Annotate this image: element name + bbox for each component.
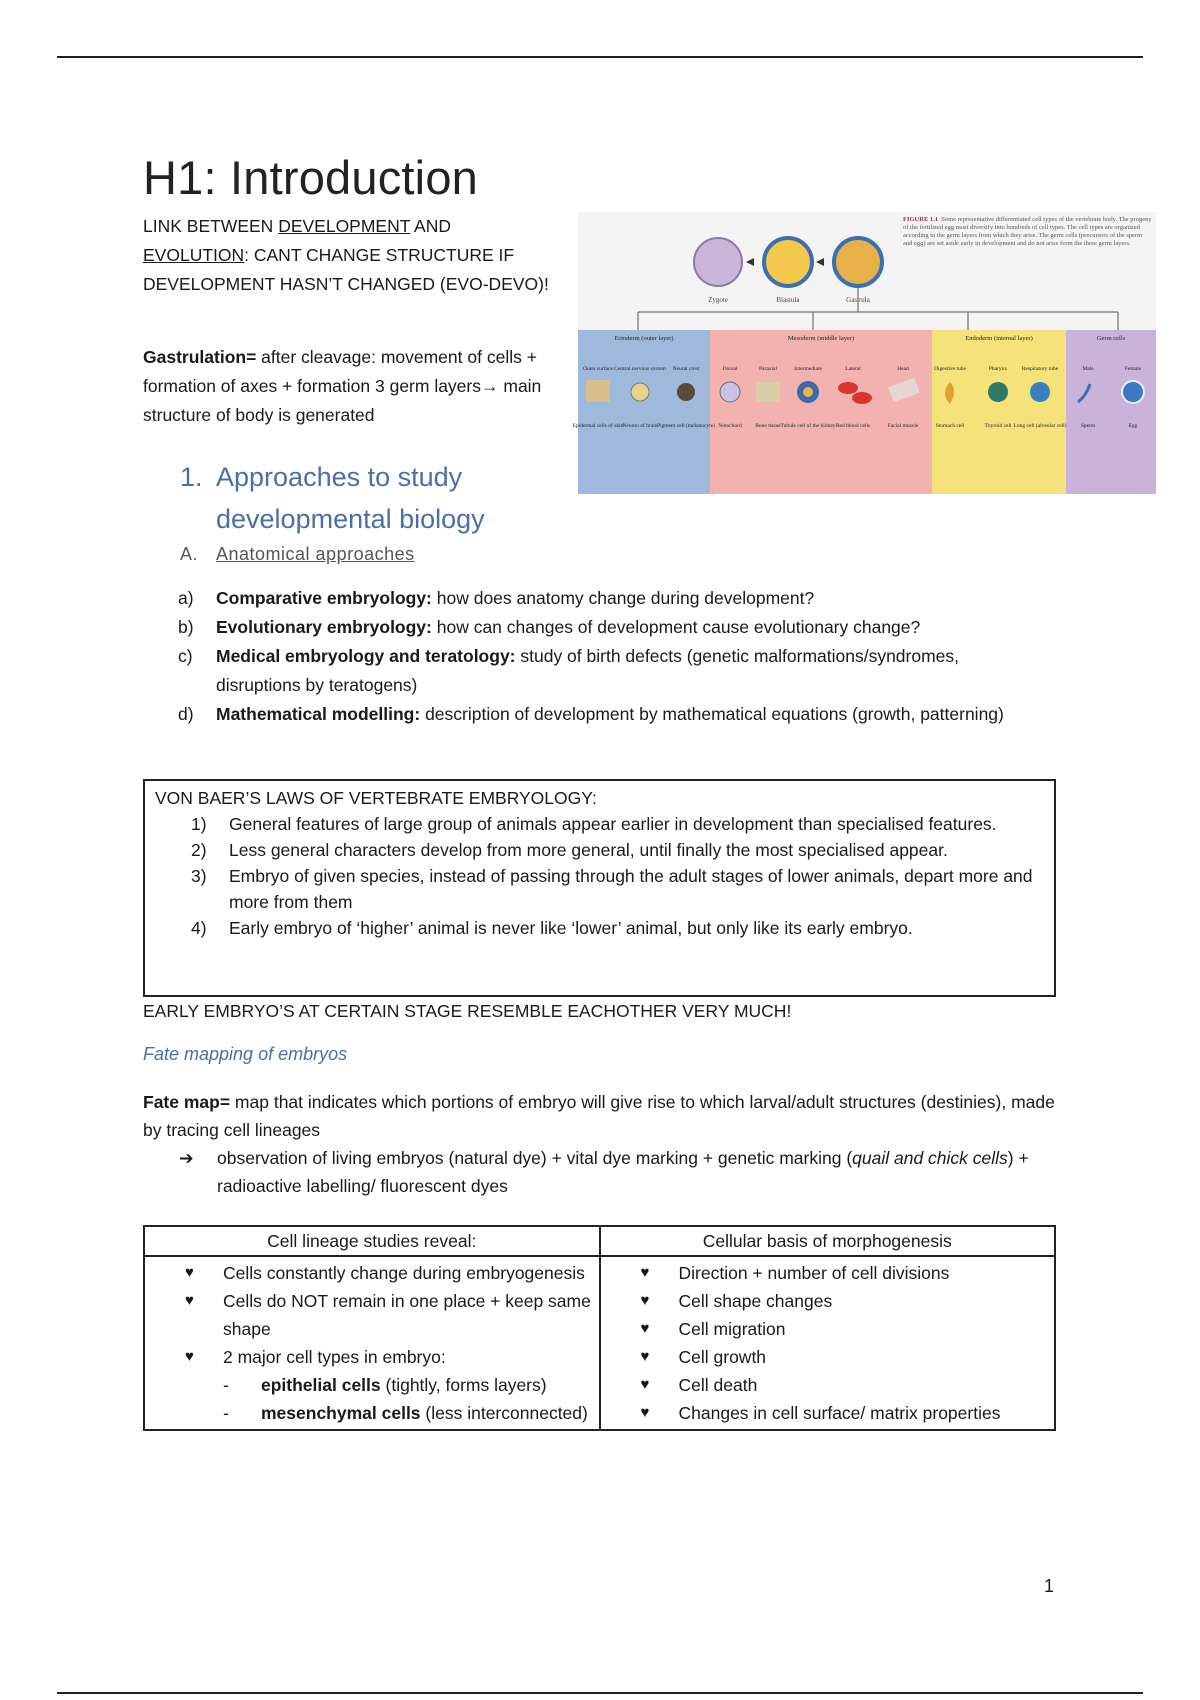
list-item: c) Medical embryology and teratology: study of birth defects (genetic malformations/syndromes, disruptions by teratogens) <box>178 646 960 695</box>
approaches-list <box>178 584 1048 729</box>
list-item: ♥ Cell death <box>641 1371 1049 1399</box>
table-header: Cellular basis of morphogenesis <box>600 1226 1056 1256</box>
layer-label: Mesoderm (middle layer) <box>787 335 855 342</box>
cell-label: Thyroid cell <box>984 423 1012 429</box>
layer-label: Endoderm (internal layer) <box>965 335 1033 342</box>
bottom-rule <box>57 1692 1143 1694</box>
top-rule <box>57 56 1143 58</box>
cell-label: Egg <box>1128 423 1138 429</box>
box-heading: VON BAER’S LAWS OF VERTEBRATE EMBRYOLOGY: <box>155 788 597 808</box>
gastrula-icon <box>834 238 882 286</box>
heart-bullet-icon: ♥ <box>640 1348 650 1365</box>
cell-label: Central nervous system <box>614 366 666 372</box>
stage-label: Zygote <box>708 296 728 304</box>
cell-label: Neural crest <box>672 366 700 372</box>
cell-label: Pigment cell (melanocyte) <box>656 423 716 429</box>
list-item: - mesenchymal cells (less interconnected) <box>223 1403 588 1423</box>
list-item: ♥ Cell growth <box>641 1343 1049 1371</box>
cell-label: Dorsal <box>722 366 738 372</box>
list-item: ♥ Cell shape changes <box>641 1287 1049 1315</box>
cell-label: Female <box>1124 366 1142 372</box>
cell-label: Epidermal cells of skin <box>572 423 624 429</box>
figure-caption: Some representative differentiated cell types of the vertebrate body. The progeny of the fertilized egg must diversify into hundreds of cell types. The cell types are organized according to the germ layers from which they arise. The germ cells (precursors of the sperm and egg) are set aside early in development and do not arise from the three germ layers. <box>903 216 1152 247</box>
list-item: ♥ Changes in cell surface/ matrix properties <box>641 1399 1049 1427</box>
heart-bullet-icon: ♥ <box>640 1264 650 1281</box>
section-heading-approaches: 1. Approaches to study developmental biology <box>180 462 485 534</box>
figure-caption-title: FIGURE 1.1 <box>903 216 939 223</box>
arrow-icon: ➔ <box>179 1148 194 1168</box>
table-cell <box>600 1256 1056 1430</box>
list-item: - epithelial cells (tightly, forms layers) <box>223 1375 547 1395</box>
list-item: ➔ observation of living embryos (natural dye) + vital dye marking + genetic marking (quail and chick cells) + radioactive labelling/ fluorescent dyes <box>179 1144 1063 1200</box>
list-item: 2) Less general characters develop from more general, until finally the most specialised appear. <box>191 840 948 860</box>
fate-mapping-heading: Fate mapping of embryos <box>143 1044 348 1064</box>
intro-paragraph: LINK BETWEEN DEVELOPMENT AND EVOLUTION: CANT CHANGE STRUCTURE IF DEVELOPMENT HASN’T CHANGED (EVO-DEVO)! <box>143 216 549 294</box>
list-item: b) Evolutionary embryology: how can changes of development cause evolutionary change? <box>178 617 921 637</box>
list-item: ♥ Cells do NOT remain in one place + keep same shape <box>185 1287 593 1343</box>
cell-label: Notochord <box>718 423 742 429</box>
cell-label: Intermediate <box>794 366 822 372</box>
subsection-heading-anatomical: A. Anatomical approaches <box>180 544 415 564</box>
list-item: 1) General features of large group of animals appear earlier in development than specialised features. <box>191 814 997 834</box>
heart-bullet-icon: ♥ <box>640 1404 650 1421</box>
fate-map-definition: Fate map= map that indicates which portions of embryo will give rise to which larval/adult structures (destinies), made by tracing cell lineages ➔ observation of living embryos (natural dye) + vital dye marking + genetic marking (quail and chick cells) + radioactive labelling/ fluorescent dyes <box>143 1088 1063 1200</box>
cell-label: Tubule cell of the kidney <box>780 423 836 429</box>
layer-label: Ectoderm (outer layer) <box>614 335 674 342</box>
list-item: ♥ 2 major cell types in embryo: <box>185 1343 593 1371</box>
stage-label: Blastula <box>776 296 800 304</box>
cell-label: Bone tissue <box>755 423 781 429</box>
page-number: 1 <box>1044 1576 1055 1596</box>
cell-label: Stomach cell <box>935 423 965 429</box>
early-embryo-note: EARLY EMBRYO’S AT CERTAIN STAGE RESEMBLE EACHOTHER VERY MUCH! <box>143 1001 792 1021</box>
cell-label: Respiratory tube <box>1021 366 1059 372</box>
blastula-icon <box>764 238 812 286</box>
stage-label: Gastrula <box>846 296 870 304</box>
heart-bullet-icon: ♥ <box>185 1264 194 1281</box>
embryo-germ-layer-figure <box>572 212 1156 494</box>
cell-label: Facial muscle <box>887 423 919 429</box>
cell-label: Paraxial <box>758 366 778 372</box>
cell-label: Digestive tube <box>934 366 966 372</box>
table-cell <box>144 1256 600 1430</box>
cell-label: Sperm <box>1080 423 1096 429</box>
cell-label: Male <box>1082 366 1094 372</box>
heart-bullet-icon: ♥ <box>185 1292 194 1309</box>
list-item: ♥ Direction + number of cell divisions <box>641 1259 1049 1287</box>
list-item: ♥ Cells constantly change during embryogenesis <box>185 1259 593 1287</box>
cell-label: Lateral <box>845 366 861 372</box>
heart-bullet-icon: ♥ <box>640 1376 650 1393</box>
gastrulation-definition: Gastrulation= after cleavage: movement of cells + formation of axes + formation 3 germ layers→ main structure of body is generated <box>143 347 542 425</box>
cell-label: Red blood cells <box>835 423 871 429</box>
layer-label: Germ cells <box>1096 335 1126 342</box>
list-item: a) Comparative embryology: how does anatomy change during development? <box>178 588 815 608</box>
heart-bullet-icon: ♥ <box>640 1320 650 1337</box>
cell-label: Head <box>897 366 909 372</box>
zygote-icon <box>694 238 742 286</box>
list-item: 3) Embryo of given species, instead of passing through the adult stages of lower animals, depart more and more from them <box>191 866 1033 912</box>
cell-label: Pharynx <box>988 366 1008 372</box>
von-baer-laws-box <box>143 779 1056 997</box>
cell-label: Lung cell (alveolar cell) <box>1013 423 1067 429</box>
list-item: d) Mathematical modelling: description of development by mathematical equations (growth, patterning) <box>178 704 1004 724</box>
cell-studies-table <box>143 1225 1056 1431</box>
table-header: Cell lineage studies reveal: <box>144 1226 600 1256</box>
cell-label: Outer surface <box>583 366 613 372</box>
list-item: ♥ Cell migration <box>641 1315 1049 1343</box>
heart-bullet-icon: ♥ <box>185 1348 194 1365</box>
heart-bullet-icon: ♥ <box>640 1292 650 1309</box>
page-title: H1: Introduction <box>143 151 478 204</box>
list-item: 4) Early embryo of ‘higher’ animal is never like ‘lower’ animal, but only like its early embryo. <box>191 918 913 938</box>
cell-label: Neuron of brain <box>622 423 658 429</box>
